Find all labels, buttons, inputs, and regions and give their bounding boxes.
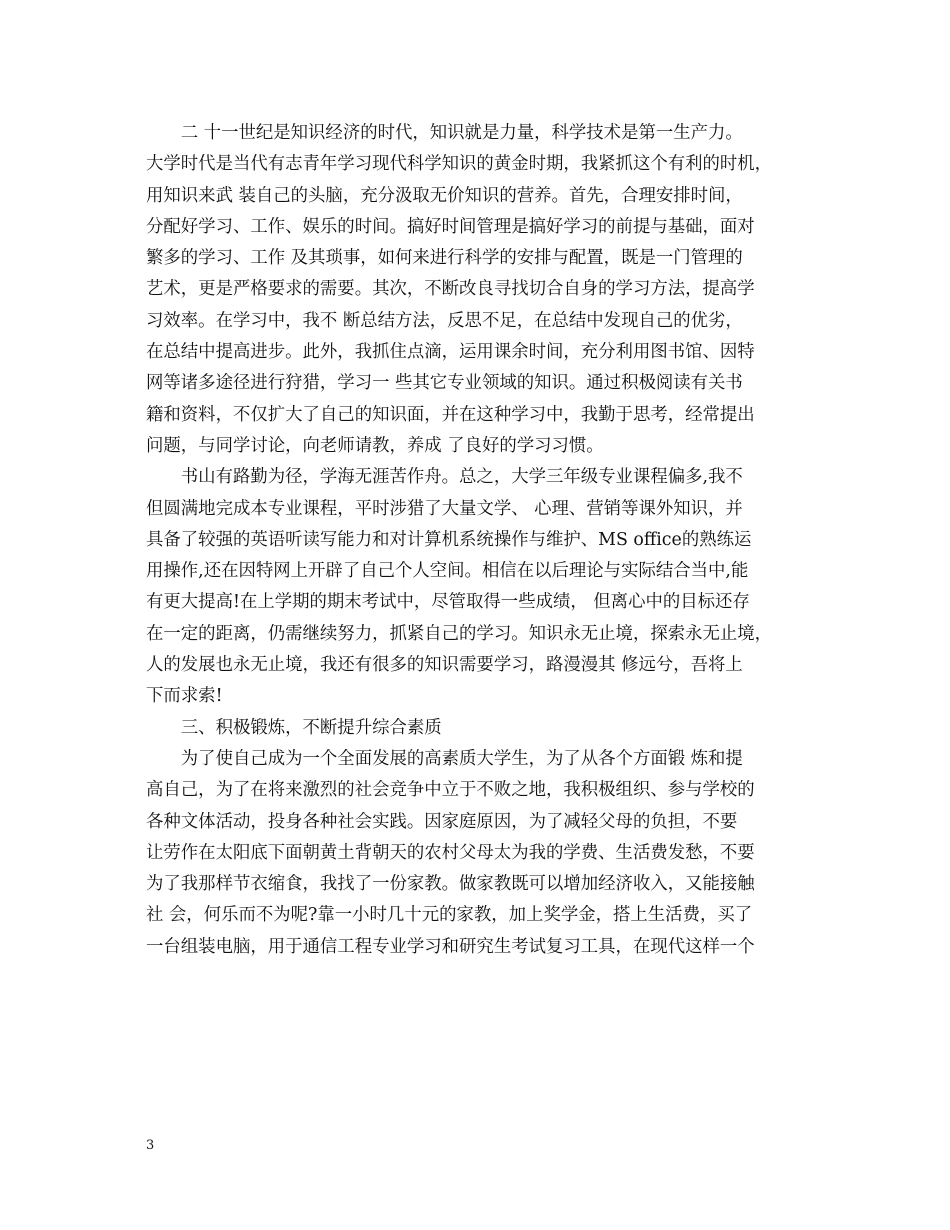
text-line: 在总结中提高进步。此外，我抓住点滴，运用课余时间，充分利用图书馆、因特: [146, 342, 755, 363]
text-line: 为了我那样节衣缩食，我找了一份家教。做家教既可以增加经济收入，又能接触: [146, 874, 755, 895]
body-text: [146, 118, 806, 963]
text-line: 用操作,还在因特网上开辟了自己个人空间。相信在以后理论与实际结合当中,能: [146, 561, 749, 582]
text-line: 用知识来武 装自己的头脑，充分汲取无价知识的营养。首先，合理安排时间，: [146, 185, 743, 206]
text-line: 分配好学习、工作、娱乐的时间。搞好时间管理是搞好学习的前提与基础，面对: [146, 216, 755, 237]
text-line: 有更大提高!在上学期的期末考试中，尽管取得一些成绩， 但离心中的目标还存: [146, 592, 750, 613]
text-line: 大学时代是当代有志青年学习现代科学知识的黄金时期，我紧抓这个有利的时机，: [146, 154, 773, 175]
text-line: 在一定的距离，仍需继续努力，抓紧自己的学习。知识永无止境，探索永无止境，: [146, 623, 773, 644]
text-line: 网等诸多途径进行狩猎，学习一 些其它专业领域的知识。通过积极阅读有关书: [146, 373, 743, 394]
text-line: 高自己，为了在将来激烈的社会竞争中立于不败之地，我积极组织、参与学校的: [146, 780, 755, 801]
text-line: 具备了较强的英语听读写能力和对计算机系统操作与维护、MS office的熟练运: [146, 529, 752, 550]
text-line: 让劳作在太阳底下面朝黄土背朝天的农村父母太为我的学费、生活费发愁，不要: [146, 842, 755, 863]
text-line: 书山有路勤为径，学海无涯苦作舟。总之，大学三年级专业课程偏多,我不: [146, 467, 743, 488]
text-line: 社 会，何乐而不为呢?靠一小时几十元的家教，加上奖学金，搭上生活费，买了: [146, 905, 753, 926]
text-line: 人的发展也永无止境，我还有很多的知识需要学习，路漫漫其 修远兮，吾将上: [146, 655, 743, 676]
section-heading: 三、积极锻炼，不断提升综合素质: [146, 717, 442, 738]
text-line: 一台组装电脑，用于通信工程专业学习和研究生考试复习工具，在现代这样一个: [146, 936, 755, 957]
text-line: 下而求索!: [146, 686, 223, 707]
text-line: 问题，与同学讨论，向老师请教，养成 了良好的学习习惯。: [146, 435, 604, 456]
text-line: 习效率。在学习中，我不 断总结方法，反思不足，在总结中发现自己的优劣，: [146, 310, 743, 331]
page-number: 3: [146, 1138, 155, 1153]
text-line: 二 十一世纪是知识经济的时代，知识就是力量，科学技术是第一生产力。: [146, 123, 743, 143]
text-line: 艺术，更是严格要求的需要。其次，不断改良寻找切合自身的学习方法，提高学: [146, 279, 755, 300]
text-line: 籍和资料，不仅扩大了自己的知识面，并在这种学习中，我勤于思考，经常提出: [146, 404, 755, 425]
text-line: 但圆满地完成本专业课程，平时涉猎了大量文学、 心理、营销等课外知识，并: [146, 498, 743, 519]
text-line: 为了使自己成为一个全面发展的高素质大学生，为了从各个方面锻 炼和提: [146, 748, 743, 769]
text-line: 繁多的学习、工作 及其琐事，如何来进行科学的安排与配置，既是一门管理的: [146, 248, 743, 269]
text-line: 各种文体活动，投身各种社会实践。因家庭原因，为了减轻父母的负担，不要: [146, 811, 738, 832]
